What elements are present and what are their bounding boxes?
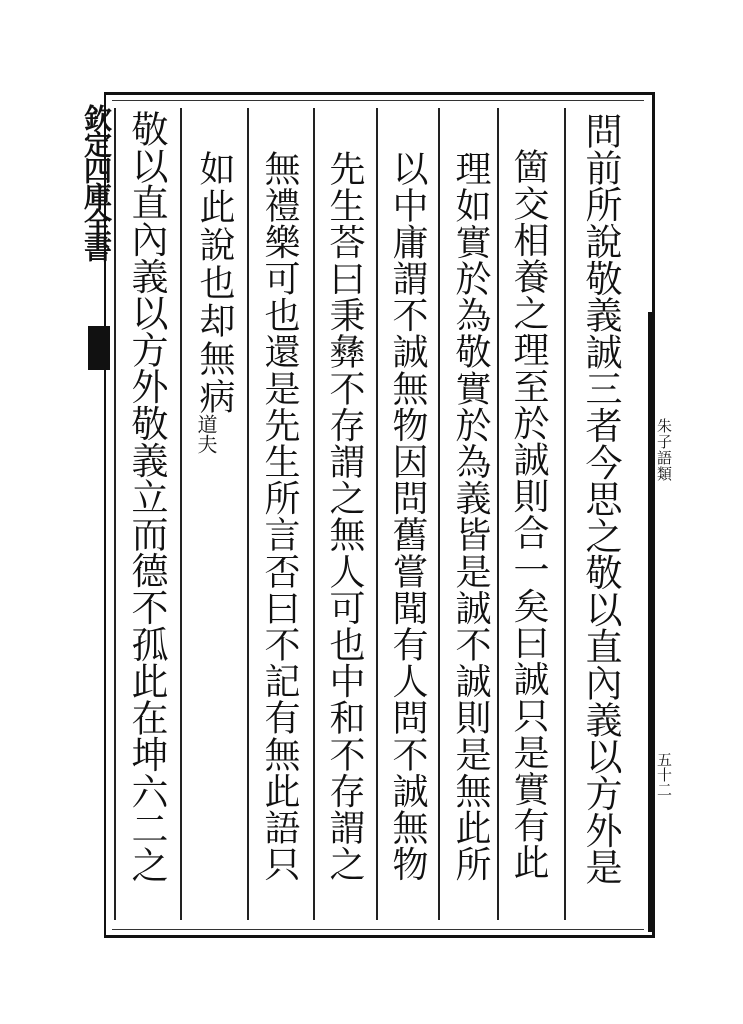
text-column-2: 箇交相養之理至於誠則合一矣曰誠只是實有此: [508, 148, 549, 880]
column-rule: [376, 108, 378, 920]
column-rule: [247, 108, 249, 920]
text-column-7: 如此說也却無病: [194, 150, 235, 416]
column-rule: [114, 108, 116, 920]
text-column-8: 敬以直內義以方外敬義立而德不孤此在坤六二之: [125, 110, 168, 883]
text-column-5: 先生荅曰秉彝不存謂之無人可也中和不存謂之: [324, 150, 365, 882]
text-column-1: 問前所說敬義誠三者今思之敬以直內義以方外是: [579, 112, 622, 885]
column-rule: [180, 108, 182, 920]
column-rule: [313, 108, 315, 920]
text-column-4: 以中庸謂不誠無物因問舊嘗聞有人問不誠無物: [387, 150, 428, 882]
page-edge: [648, 312, 654, 932]
text-column-6: 無禮樂可也還是先生所言否曰不記有無此語只: [259, 150, 300, 882]
spine-title: 欽定四庫全書: [80, 104, 113, 260]
fold-mark: [88, 326, 110, 370]
column-rule: [564, 108, 566, 920]
leaf-number: 五十二: [655, 752, 673, 797]
text-column-3: 理如實於為敬實於為義皆是誠不誠則是無此所: [450, 150, 491, 882]
book-title-label: 朱子語類: [655, 418, 673, 482]
column-rule: [497, 108, 499, 920]
speaker-annotation: 道夫: [194, 414, 218, 454]
column-rule: [438, 108, 440, 920]
